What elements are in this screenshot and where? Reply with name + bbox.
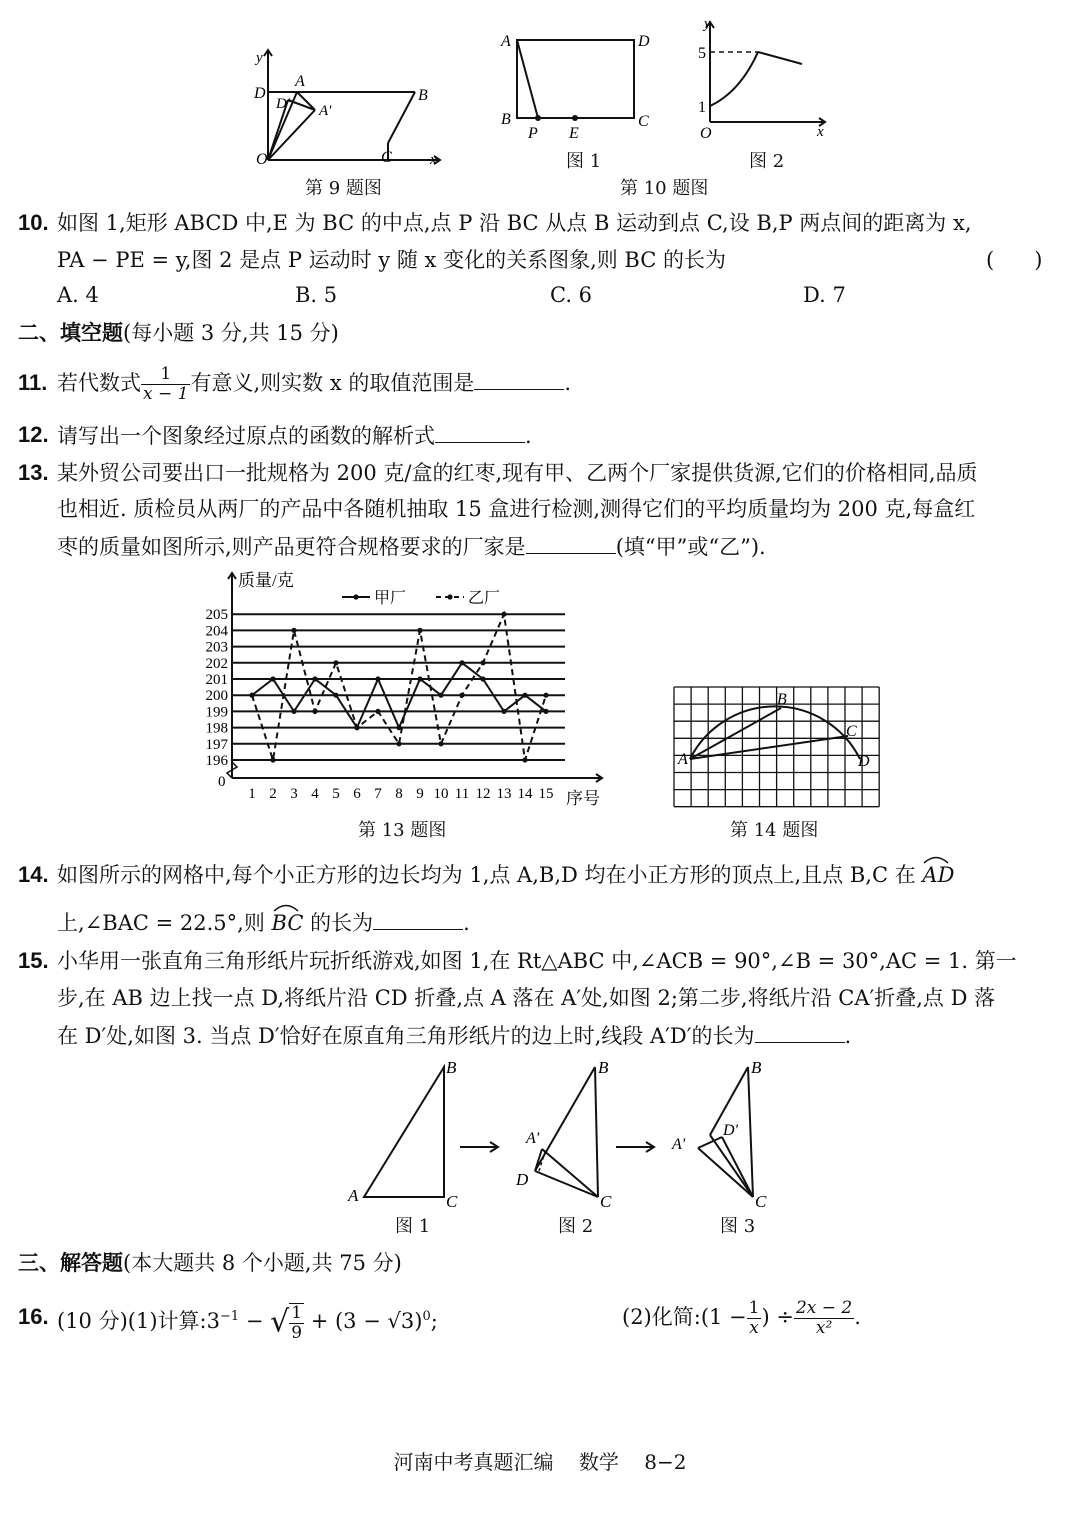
fig15-1-label-a: A bbox=[348, 1186, 359, 1205]
q13-line1: 某外贸公司要出口一批规格为 200 克/盒的红枣,现有甲、乙两个厂家提供货源,它们的价格相同,品质 bbox=[57, 461, 978, 485]
q12-line bbox=[57, 420, 532, 451]
fig15-2-label-d: D bbox=[516, 1170, 529, 1189]
figure-15 bbox=[340, 1055, 790, 1215]
q16-part1-pre: (10 分)(1)计算:3 bbox=[57, 1309, 220, 1333]
q15-line3 bbox=[57, 1020, 851, 1051]
q13-line3 bbox=[57, 531, 766, 562]
section-3-heading bbox=[18, 1248, 402, 1278]
q13-answer-blank[interactable] bbox=[526, 531, 616, 554]
y-tick-label: 203 bbox=[205, 639, 228, 656]
fig15-3-caption: 图 3 bbox=[720, 1216, 756, 1237]
fig10-caption: 第 10 题图 bbox=[620, 178, 709, 199]
fig10-2-label-y: y bbox=[704, 16, 711, 32]
fig9-label-x: x bbox=[430, 152, 437, 168]
fig10-2-label-o: O bbox=[700, 125, 712, 142]
q13-line-chart bbox=[190, 568, 620, 808]
q14-line1-text: 如图所示的网格中,每个小正方形的边长均为 1,点 A,B,D 均在小正方形的顶点上,且点 B,C 在 bbox=[57, 863, 916, 887]
data-point bbox=[480, 660, 485, 665]
data-point bbox=[333, 693, 338, 698]
q10-option-a: A. 4 bbox=[57, 283, 99, 307]
q12-end: . bbox=[525, 424, 532, 448]
y-tick-label: 198 bbox=[205, 720, 228, 737]
q15-line1: 小华用一张直角三角形纸片玩折纸游戏,如图 1,在 Rt△ABC 中,∠ACB = 90°,∠B = 30°,AC = 1. 第一 bbox=[57, 949, 1017, 973]
data-point bbox=[543, 709, 548, 714]
data-point bbox=[312, 676, 317, 681]
q11-fraction bbox=[141, 365, 190, 404]
q14-arc-bc bbox=[272, 908, 304, 938]
fig15-3-label-b: B bbox=[751, 1058, 762, 1077]
section-3-title: 三、解答题 bbox=[18, 1250, 123, 1275]
data-point bbox=[375, 676, 380, 681]
data-point bbox=[501, 709, 506, 714]
x-tick-label: 9 bbox=[416, 786, 424, 802]
sqrt-icon: √ bbox=[270, 1304, 290, 1340]
q12-text: 请写出一个图象经过原点的函数的解析式 bbox=[57, 424, 435, 448]
chart-origin-label: 0 bbox=[218, 774, 226, 790]
y-tick-label: 204 bbox=[205, 623, 228, 640]
series-line-yi bbox=[252, 614, 546, 760]
q14-line2-post: 的长为 bbox=[310, 911, 374, 935]
q16-part2-frac2 bbox=[794, 1299, 854, 1338]
fig9-label-c: C bbox=[381, 149, 392, 166]
q12-number: 12. bbox=[18, 422, 49, 447]
q15-line3-text: 在 D′处,如图 3. 当点 D′恰好在原直角三角形纸片的边上时,线段 A′D′的长为 bbox=[57, 1024, 755, 1048]
data-point bbox=[249, 693, 254, 698]
section-2-heading bbox=[18, 318, 339, 348]
data-point bbox=[270, 757, 275, 762]
fig9-label-aprime: A' bbox=[319, 103, 332, 119]
fig15-1-label-c: C bbox=[446, 1192, 458, 1211]
q13-number: 13. bbox=[18, 460, 49, 485]
section-2-note: (每小题 3 分,共 15 分) bbox=[123, 321, 339, 345]
fig10-2-label-1: 1 bbox=[698, 99, 706, 116]
legend-label-yi: 乙厂 bbox=[468, 590, 501, 607]
y-tick-label: 200 bbox=[205, 688, 228, 705]
q13-line2: 也相近. 质检员从两厂的产品中各随机抽取 15 盒进行检测,测得它们的平均质量均为 200 克,每盒红 bbox=[57, 497, 976, 521]
x-tick-label: 12 bbox=[475, 786, 491, 802]
q16-exp2: 0 bbox=[422, 1309, 431, 1324]
q16-part2-end: . bbox=[854, 1305, 861, 1329]
chart-gridlines bbox=[232, 614, 565, 760]
q16-part2 bbox=[622, 1290, 861, 1344]
figure-10-2 bbox=[690, 14, 835, 144]
fig15-2-caption: 图 2 bbox=[558, 1216, 594, 1237]
data-point bbox=[291, 628, 296, 633]
fig10-2-label-x: x bbox=[817, 124, 824, 140]
q14-line2-pre: 上,∠BAC = 22.5°,则 bbox=[57, 911, 265, 935]
fig10-label-c: C bbox=[638, 113, 649, 130]
q14-arc-bc-label: BC bbox=[271, 911, 304, 935]
arc-mark-icon bbox=[272, 902, 300, 912]
y-tick-label: 205 bbox=[205, 607, 228, 624]
q11-line bbox=[57, 356, 571, 410]
fig14-label-b: B bbox=[777, 691, 787, 708]
data-point bbox=[543, 693, 548, 698]
q10-line2: PA − PE = y,图 2 是点 P 运动时 y 随 x 变化的关系图象,则 BC 的长为 bbox=[57, 248, 726, 272]
q16-part1-mid: + (3 − √3) bbox=[304, 1309, 423, 1333]
q16-sqrt-den: 9 bbox=[291, 1322, 303, 1343]
data-point bbox=[480, 676, 485, 681]
data-point bbox=[522, 757, 527, 762]
data-point bbox=[438, 741, 443, 746]
q11-frac-den: x − 1 bbox=[143, 384, 189, 404]
chart-series bbox=[249, 612, 548, 763]
data-point bbox=[417, 628, 422, 633]
chart-x-ticks bbox=[248, 786, 553, 802]
data-point bbox=[291, 709, 296, 714]
x-tick-label: 6 bbox=[353, 786, 361, 802]
data-point bbox=[333, 660, 338, 665]
chart-y-axis-label: 质量/克 bbox=[238, 571, 294, 590]
q15-end: . bbox=[844, 1024, 852, 1048]
data-point bbox=[438, 693, 443, 698]
x-tick-label: 8 bbox=[395, 786, 403, 802]
q15-line2: 步,在 AB 边上找一点 D,将纸片沿 CD 折叠,点 A 落在 A′处,如图 2;第二步,将纸片沿 CA′折叠,点 D 落 bbox=[57, 986, 996, 1010]
fig10-label-b: B bbox=[501, 111, 511, 128]
q10-option-b: B. 5 bbox=[295, 283, 338, 307]
q11-pre: 若代数式 bbox=[57, 371, 141, 395]
chart-legend bbox=[342, 589, 500, 607]
data-point bbox=[312, 709, 317, 714]
q14-end: . bbox=[463, 911, 470, 935]
fig15-1-caption: 图 1 bbox=[395, 1216, 431, 1237]
fig10-label-d: D bbox=[638, 33, 650, 50]
q11-number: 11. bbox=[18, 370, 48, 395]
q11-post: 有意义,则实数 x 的取值范围是 bbox=[190, 371, 475, 395]
fig9-label-o: O bbox=[256, 151, 268, 168]
q16-p2-den2: x² bbox=[815, 1318, 833, 1338]
q14-arc-ad-label: AD bbox=[922, 863, 955, 887]
fig9-caption: 第 9 题图 bbox=[305, 178, 382, 199]
q10-line1: 如图 1,矩形 ABCD 中,E 为 BC 的中点,点 P 沿 BC 从点 B 运动到点 C,设 B,P 两点间的距离为 x, bbox=[57, 211, 972, 235]
data-point bbox=[375, 709, 380, 714]
q16-part1-end: ; bbox=[430, 1309, 438, 1333]
fig10-label-e: E bbox=[569, 125, 579, 142]
chart-x-axis-label: 序号 bbox=[566, 789, 600, 808]
q14-line1 bbox=[57, 860, 954, 890]
q16-minus: − bbox=[239, 1309, 271, 1333]
y-tick-label: 197 bbox=[205, 736, 228, 753]
fig15-3-label-dprime: D' bbox=[723, 1122, 738, 1139]
q13-line3-post: (填“甲”或“乙”). bbox=[615, 535, 766, 559]
data-point bbox=[396, 741, 401, 746]
data-point bbox=[354, 725, 359, 730]
q11-end: . bbox=[564, 371, 572, 395]
data-point bbox=[459, 660, 464, 665]
q16-p2-den: x bbox=[749, 1318, 759, 1338]
fig15-3-label-c: C bbox=[755, 1192, 767, 1211]
y-tick-label: 199 bbox=[205, 704, 228, 721]
data-point bbox=[459, 693, 464, 698]
fig15-2-label-b: B bbox=[598, 1058, 609, 1077]
fig9-label-b: B bbox=[418, 87, 428, 104]
fig10-2-label-5: 5 bbox=[698, 45, 706, 62]
section-2-title: 二、填空题 bbox=[18, 320, 123, 345]
page-footer: 河南中考真题汇编 数学 8−2 bbox=[393, 1450, 687, 1474]
fig9-label-d: D bbox=[254, 85, 266, 102]
y-tick-label: 201 bbox=[205, 672, 228, 688]
q11-answer-blank[interactable] bbox=[474, 367, 564, 390]
q16-sqrt-fraction bbox=[289, 1303, 304, 1343]
chart-y-ticks bbox=[206, 607, 229, 769]
x-tick-label: 15 bbox=[538, 786, 554, 802]
fig14-label-a: A bbox=[678, 751, 688, 768]
x-tick-label: 7 bbox=[374, 786, 382, 802]
chart-axes bbox=[227, 573, 602, 782]
data-point bbox=[270, 676, 275, 681]
data-point bbox=[417, 676, 422, 681]
x-tick-label: 3 bbox=[290, 786, 298, 802]
q12-answer-blank[interactable] bbox=[435, 420, 525, 443]
x-tick-label: 11 bbox=[454, 786, 470, 802]
q11-frac-num: 1 bbox=[141, 365, 190, 385]
y-tick-label: 196 bbox=[205, 753, 228, 769]
x-tick-label: 2 bbox=[269, 786, 277, 802]
q16-exp1: −1 bbox=[219, 1309, 240, 1324]
q16-part1 bbox=[57, 1290, 438, 1350]
x-tick-label: 13 bbox=[496, 786, 512, 802]
x-tick-label: 14 bbox=[517, 786, 533, 802]
q14-line2 bbox=[57, 907, 470, 938]
q16-p2-num: 1 bbox=[748, 1298, 760, 1318]
fig14-caption: 第 14 题图 bbox=[730, 820, 819, 841]
fig15-2-label-aprime: A' bbox=[526, 1130, 540, 1147]
x-tick-label: 5 bbox=[332, 786, 340, 802]
fig9-label-a: A bbox=[295, 73, 305, 90]
fig15-2-label-c: C bbox=[600, 1192, 612, 1211]
q14-arc-ad bbox=[922, 860, 954, 890]
q10-option-c: C. 6 bbox=[550, 283, 593, 307]
figure-14 bbox=[670, 684, 882, 814]
q10-number: 10. bbox=[18, 210, 49, 235]
fig10-label-a: A bbox=[501, 33, 511, 50]
fig15-1-label-b: B bbox=[446, 1058, 457, 1077]
data-point bbox=[522, 693, 527, 698]
q16-part2-mid: ) ÷ bbox=[761, 1305, 794, 1329]
data-point bbox=[501, 612, 506, 617]
fig9-label-y: y bbox=[256, 50, 263, 66]
q15-number: 15. bbox=[18, 948, 49, 973]
q14-answer-blank[interactable] bbox=[373, 907, 463, 930]
q14-number: 14. bbox=[18, 862, 49, 887]
q15-answer-blank[interactable] bbox=[755, 1020, 845, 1043]
q16-number: 16. bbox=[18, 1304, 49, 1329]
q16-sqrt-num: 1 bbox=[291, 1302, 303, 1323]
arc-mark-icon bbox=[922, 854, 950, 864]
x-tick-label: 4 bbox=[311, 786, 319, 802]
fig10-1-caption: 图 1 bbox=[566, 151, 602, 172]
figure-9 bbox=[240, 40, 450, 168]
q10-answer-paren: ( ) bbox=[986, 248, 1043, 272]
q13-line3-pre: 枣的质量如图所示,则产品更符合规格要求的厂家是 bbox=[57, 535, 526, 559]
q13-chart-caption: 第 13 题图 bbox=[358, 820, 447, 841]
q16-part2-pre: (2)化简:(1 − bbox=[622, 1305, 747, 1329]
q16-p2-num2: 2x − 2 bbox=[795, 1298, 853, 1318]
y-tick-label: 202 bbox=[205, 655, 228, 672]
legend-label-jia: 甲厂 bbox=[374, 590, 407, 607]
x-tick-label: 1 bbox=[248, 786, 256, 802]
x-tick-label: 10 bbox=[433, 786, 449, 802]
fig15-3-label-aprime: A' bbox=[672, 1136, 686, 1153]
fig10-2-caption: 图 2 bbox=[749, 151, 785, 172]
fig14-label-d: D bbox=[858, 753, 870, 770]
fig10-label-p: P bbox=[528, 125, 538, 142]
section-3-note: (本大题共 8 个小题,共 75 分) bbox=[123, 1251, 402, 1275]
fig9-label-dprime: D' bbox=[276, 96, 291, 112]
fig14-label-c: C bbox=[846, 723, 857, 740]
q10-option-d: D. 7 bbox=[803, 283, 846, 307]
figure-10-1 bbox=[495, 28, 660, 148]
q16-part2-frac1 bbox=[747, 1299, 762, 1338]
